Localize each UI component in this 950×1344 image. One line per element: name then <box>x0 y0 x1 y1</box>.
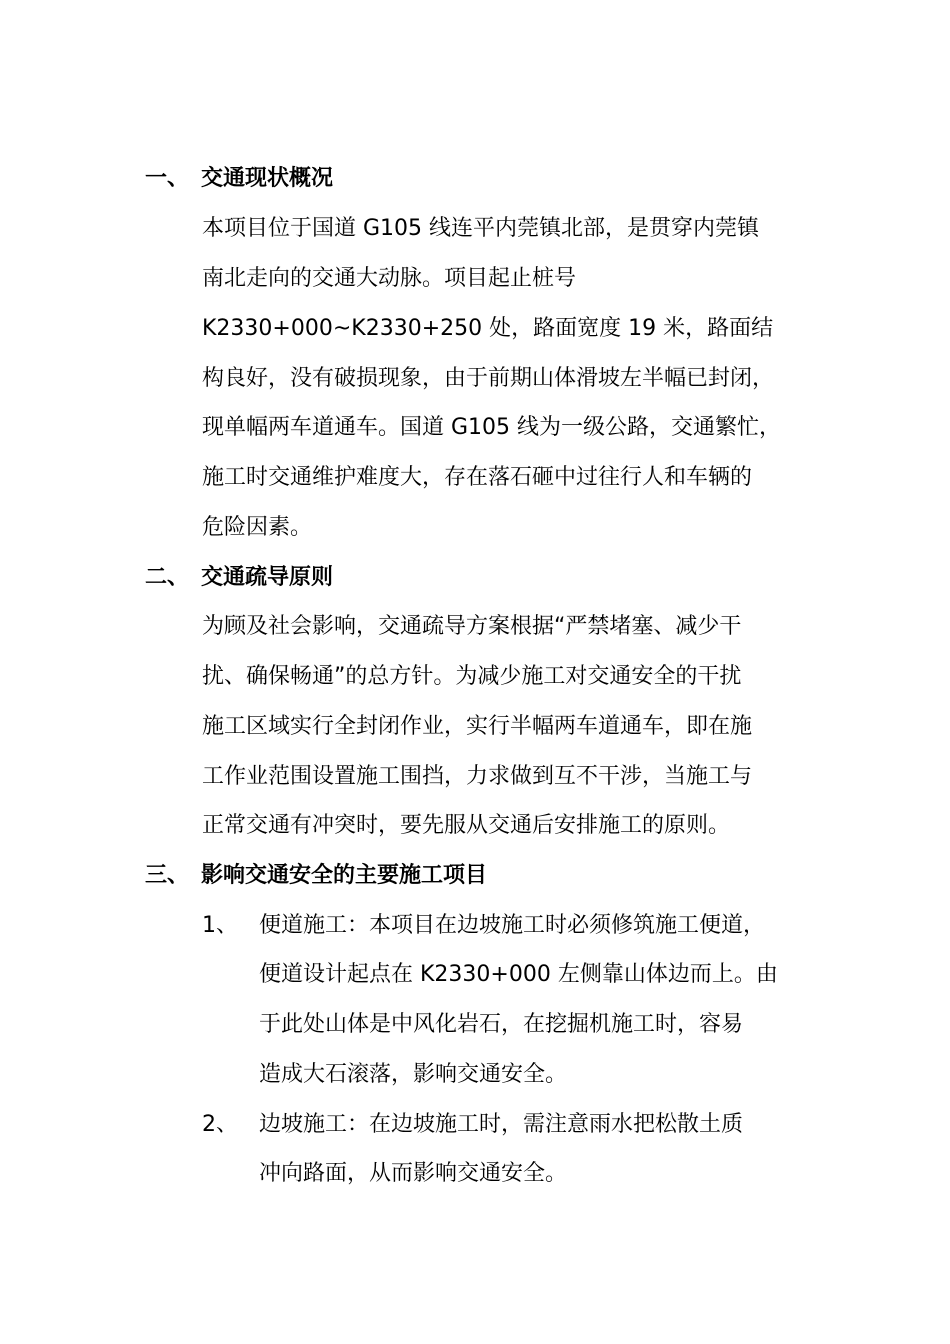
paragraph-line: 为顾及社会影响，交通疏导方案根据“严禁堵塞、减少干 <box>202 613 742 639</box>
paragraph-line: 施工区域实行全封闭作业，实行半幅两车道通车，即在施 <box>202 713 753 739</box>
list-item-line: 造成大石滚落，影响交通安全。 <box>259 1061 568 1087</box>
section-title: 影响交通安全的主要施工项目 <box>201 862 488 888</box>
section-number: 一、 <box>145 165 190 191</box>
section-title: 交通现状概况 <box>201 165 334 191</box>
paragraph-line: 正常交通有冲突时，要先服从交通后安排施工的原则。 <box>202 812 731 838</box>
paragraph-line: K2330+000~K2330+250 处，路面宽度 19 米，路面结 <box>202 315 774 341</box>
section-heading-2 <box>145 560 333 590</box>
list-item-number: 1、 <box>202 912 238 938</box>
paragraph-line: 构良好，没有破损现象，由于前期山体滑坡左半幅已封闭， <box>202 365 775 391</box>
section-number: 二、 <box>145 564 190 590</box>
paragraph-line: 现单幅两车道通车。国道 G105 线为一级公路，交通繁忙， <box>202 414 782 440</box>
list-item-line: 便道设计起点在 K2330+000 左侧靠山体边而上。由 <box>259 961 778 987</box>
paragraph-line: 扰、确保畅通”的总方针。为减少施工对交通安全的干扰 <box>202 663 742 689</box>
list-item-line: 于此处山体是中风化岩石，在挖掘机施工时，容易 <box>259 1011 744 1037</box>
paragraph-line: 工作业范围设置施工围挡，力求做到互不干涉，当施工与 <box>202 763 753 789</box>
section-number: 三、 <box>145 862 190 888</box>
section-title: 交通疏导原则 <box>201 564 334 590</box>
list-item-number: 2、 <box>202 1111 238 1137</box>
paragraph-line: 施工时交通维护难度大，存在落石砸中过往行人和车辆的 <box>202 464 753 490</box>
list-item-line: 冲向路面，从而影响交通安全。 <box>259 1160 568 1186</box>
list-item-line: 便道施工：本项目在边坡施工时必须修筑施工便道， <box>259 912 766 938</box>
list-item-line: 边坡施工：在边坡施工时，需注意雨水把松散土质 <box>259 1111 744 1137</box>
paragraph-line: 危险因素。 <box>202 514 313 540</box>
paragraph-line: 南北走向的交通大动脉。项目起止桩号 <box>202 265 577 291</box>
paragraph-line: 本项目位于国道 G105 线连平内莞镇北部，是贯穿内莞镇 <box>202 215 760 241</box>
section-heading-3 <box>145 858 487 888</box>
section-heading-1 <box>145 161 333 191</box>
